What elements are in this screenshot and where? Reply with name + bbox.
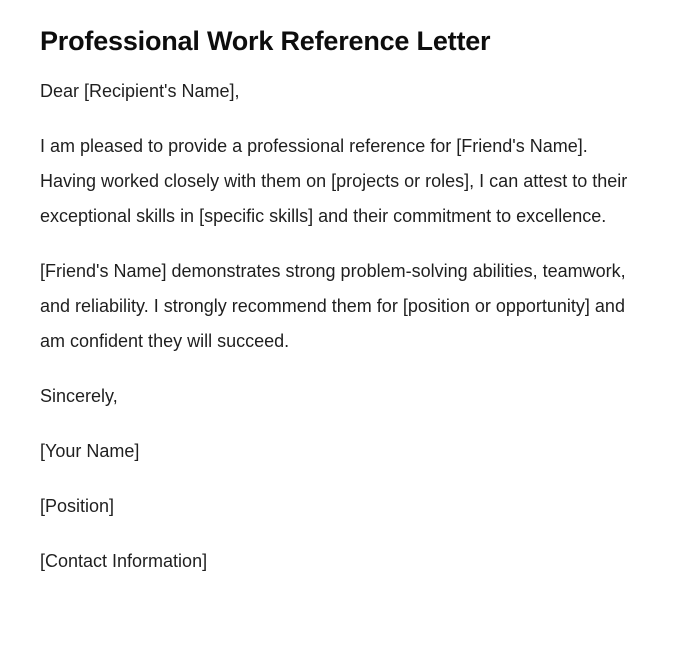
signature-name: [Your Name] [40, 441, 140, 461]
document-title: Professional Work Reference Letter [40, 26, 491, 56]
body-paragraph-2: [Friend's Name] demonstrates strong problem-solving abilities, teamwork, and reliability. I strongly recommend them for [position or opportunity] and am confident they will succeed. [40, 261, 626, 351]
signature-contact: [Contact Information] [40, 551, 208, 571]
body-paragraph-1: I am pleased to provide a professional reference for [Friend's Name]. Having worked closely with them on [projects or roles], I can attest to their exceptional skills in [specific skills] and their commitment to excellence. [40, 136, 628, 226]
closing: Sincerely, [40, 386, 118, 406]
salutation: Dear [Recipient's Name], [40, 81, 240, 101]
signature-position: [Position] [40, 496, 115, 516]
